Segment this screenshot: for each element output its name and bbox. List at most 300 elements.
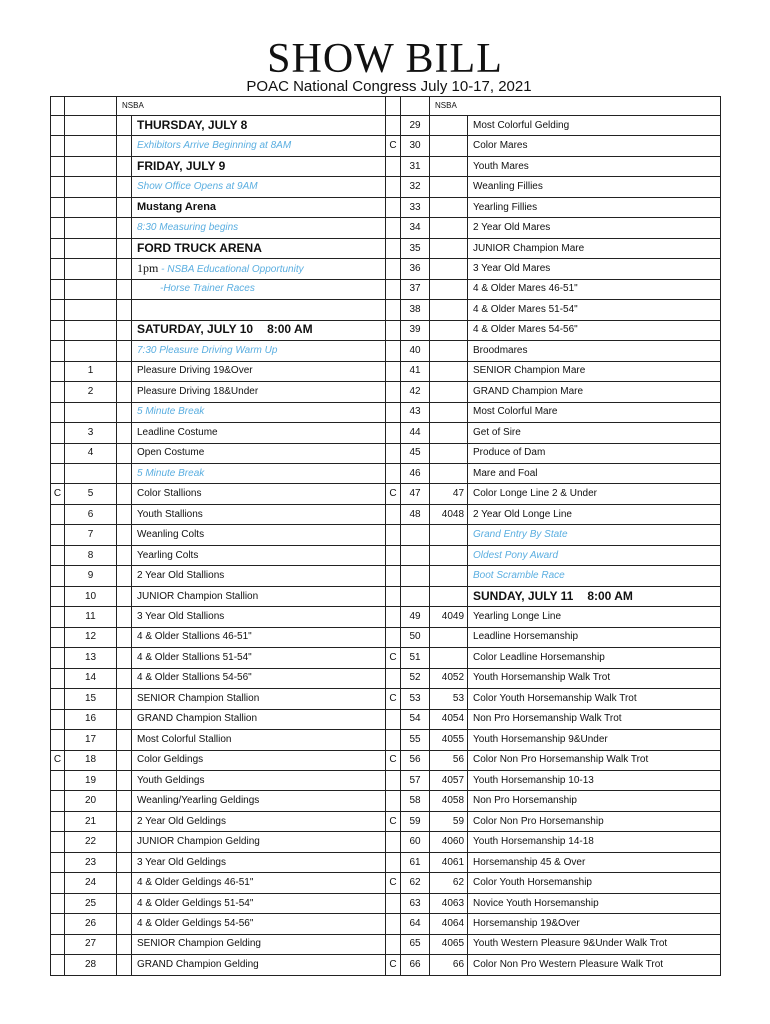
right-class-name-cell — [468, 177, 721, 197]
left-class-number-cell — [65, 402, 117, 422]
class-name: 4 & Older Geldings 54-56" — [137, 918, 254, 930]
left-color-cell — [51, 914, 65, 934]
left-nsba-cell — [117, 136, 132, 156]
left-class-name-cell — [132, 668, 386, 688]
class-name: Color Non Pro Horsemanship Walk Trot — [473, 754, 649, 766]
class-name: JUNIOR Champion Stallion — [137, 590, 259, 602]
left-class-name-cell — [132, 484, 386, 504]
left-class-name-cell — [132, 177, 386, 197]
left-class-number-cell — [65, 238, 117, 258]
left-color-cell — [51, 463, 65, 483]
right-nsba-cell — [430, 545, 468, 565]
right-class-name-cell — [468, 116, 721, 136]
right-class-number-cell: 64 — [401, 914, 430, 934]
right-class-name-cell — [468, 341, 721, 361]
table-row — [51, 914, 721, 934]
right-class-number-cell: 53 — [401, 689, 430, 709]
right-nsba-cell — [430, 136, 468, 156]
left-color-cell — [51, 197, 65, 217]
left-nsba-cell — [117, 771, 132, 791]
left-class-number-cell — [65, 341, 117, 361]
start-time: 8:00 AM — [587, 588, 633, 603]
table-row — [51, 423, 721, 443]
left-class-number-cell: 3 — [65, 423, 117, 443]
left-color-cell — [51, 709, 65, 729]
left-class-number-cell: 21 — [65, 811, 117, 831]
right-class-number-cell: 30 — [401, 136, 430, 156]
class-name: Most Colorful Mare — [473, 406, 558, 418]
right-nsba-cell: 4063 — [430, 893, 468, 913]
left-class-number-cell — [65, 136, 117, 156]
class-name: Color Mares — [473, 140, 528, 152]
class-name: Weanling Colts — [137, 529, 205, 541]
left-color-cell — [51, 320, 65, 340]
table-row — [51, 689, 721, 709]
left-class-name-cell — [132, 300, 386, 320]
left-color-cell — [51, 627, 65, 647]
right-class-number-cell: 65 — [401, 934, 430, 954]
class-name: Color Youth Horsemanship — [473, 877, 592, 889]
left-class-name-cell — [132, 504, 386, 524]
table-row — [51, 791, 721, 811]
table-row — [51, 341, 721, 361]
left-class-name-cell — [132, 463, 386, 483]
class-name: Color Stallions — [137, 488, 202, 500]
left-class-name-cell — [132, 750, 386, 770]
table-row — [51, 648, 721, 668]
left-nsba-cell — [117, 463, 132, 483]
left-color-cell — [51, 955, 65, 975]
class-name: Oldest Pony Award — [473, 549, 559, 561]
right-class-name-cell — [468, 648, 721, 668]
right-class-name-cell — [468, 443, 721, 463]
right-class-name-cell — [468, 955, 721, 975]
right-nsba-cell: 4054 — [430, 709, 468, 729]
right-color-cell: C — [386, 955, 401, 975]
class-name: Leadline Costume — [137, 426, 218, 438]
left-nsba-cell — [117, 525, 132, 545]
show-bill-body — [51, 97, 721, 976]
class-name: Most Colorful Gelding — [473, 119, 570, 131]
left-class-number-cell: 9 — [65, 566, 117, 586]
right-class-number-cell: 40 — [401, 341, 430, 361]
right-class-name-cell — [468, 525, 721, 545]
table-row — [51, 709, 721, 729]
right-class-name-cell — [468, 402, 721, 422]
left-class-name-cell — [132, 136, 386, 156]
right-color-cell — [386, 116, 401, 136]
table-row — [51, 811, 721, 831]
class-name: Exhibitors Arrive Beginning at 8AM — [137, 140, 292, 152]
right-class-name-cell — [468, 218, 721, 238]
right-color-cell — [386, 443, 401, 463]
left-class-name-cell — [132, 811, 386, 831]
left-class-name-cell — [132, 341, 386, 361]
right-color-cell — [386, 463, 401, 483]
time-label: 1pm — [137, 261, 159, 276]
right-nsba-cell — [430, 156, 468, 176]
right-color-cell — [386, 177, 401, 197]
table-row — [51, 873, 721, 893]
class-name: Weanling Fillies — [473, 181, 543, 193]
right-color-cell: C — [386, 689, 401, 709]
left-class-number-cell — [65, 156, 117, 176]
table-row — [51, 668, 721, 688]
right-color-cell — [386, 361, 401, 381]
right-class-number-cell: 31 — [401, 156, 430, 176]
left-class-number-cell: 2 — [65, 382, 117, 402]
right-class-number-cell — [401, 545, 430, 565]
left-color-cell — [51, 607, 65, 627]
class-name: Yearling Fillies — [473, 201, 538, 213]
right-class-name-cell — [468, 811, 721, 831]
class-name: Produce of Dam — [473, 447, 546, 459]
right-nsba-cell: 56 — [430, 750, 468, 770]
table-header-row — [51, 97, 721, 116]
left-nsba-cell — [117, 730, 132, 750]
left-color-cell — [51, 852, 65, 872]
left-class-number-cell: 16 — [65, 709, 117, 729]
right-class-number-cell: 33 — [401, 197, 430, 217]
left-color-cell — [51, 545, 65, 565]
event-note: - NSBA Educational Opportunity — [158, 264, 304, 276]
left-class-number-cell: 23 — [65, 852, 117, 872]
left-class-name-cell — [132, 832, 386, 852]
left-color-cell — [51, 504, 65, 524]
table-row — [51, 771, 721, 791]
class-name: Youth Western Pleasure 9&Under Walk Trot — [473, 938, 668, 950]
left-color-cell — [51, 771, 65, 791]
left-class-number-cell: 14 — [65, 668, 117, 688]
left-class-number-cell: 4 — [65, 443, 117, 463]
right-color-cell — [386, 668, 401, 688]
right-class-name-cell — [468, 545, 721, 565]
left-color-cell — [51, 361, 65, 381]
right-color-cell — [386, 279, 401, 299]
table-row — [51, 279, 721, 299]
class-name: 2 Year Old Longe Line — [473, 508, 572, 520]
class-name: Get of Sire — [473, 426, 521, 438]
right-nsba-cell — [430, 566, 468, 586]
right-nsba-cell — [430, 116, 468, 136]
left-color-cell — [51, 586, 65, 606]
right-class-number-cell: 49 — [401, 607, 430, 627]
left-color-cell — [51, 116, 65, 136]
right-nsba-cell: 4055 — [430, 730, 468, 750]
class-name: 3 Year Old Mares — [473, 263, 551, 275]
table-row — [51, 893, 721, 913]
right-nsba-cell — [430, 586, 468, 606]
left-color-cell — [51, 873, 65, 893]
left-nsba-cell — [117, 566, 132, 586]
left-class-name-cell — [132, 279, 386, 299]
right-nsba-cell: 4048 — [430, 504, 468, 524]
left-class-number-cell: 17 — [65, 730, 117, 750]
left-color-cell — [51, 156, 65, 176]
left-class-number-cell: 1 — [65, 361, 117, 381]
left-nsba-cell — [117, 852, 132, 872]
left-class-number-cell: 10 — [65, 586, 117, 606]
class-name: Youth Mares — [473, 160, 529, 172]
class-name: Leadline Horsemanship — [473, 631, 579, 643]
left-nsba-cell — [117, 177, 132, 197]
left-class-number-cell — [65, 463, 117, 483]
class-name: Non Pro Horsemanship — [473, 795, 577, 807]
left-class-name-cell — [132, 709, 386, 729]
class-name: 4 & Older Geldings 51-54" — [137, 897, 254, 909]
class-name: THURSDAY, JULY 8 — [137, 117, 248, 132]
right-class-number-cell — [401, 566, 430, 586]
left-nsba-cell — [117, 607, 132, 627]
class-name: Color Non Pro Western Pleasure Walk Trot — [473, 958, 664, 970]
table-row — [51, 852, 721, 872]
left-nsba-cell — [117, 423, 132, 443]
right-class-number-cell: 29 — [401, 116, 430, 136]
left-class-name-cell — [132, 607, 386, 627]
right-class-name-cell — [468, 771, 721, 791]
table-row — [51, 361, 721, 381]
right-class-number-cell: 37 — [401, 279, 430, 299]
right-class-number-cell — [401, 586, 430, 606]
left-nsba-cell — [117, 955, 132, 975]
left-nsba-cell — [117, 750, 132, 770]
right-class-number-cell: 51 — [401, 648, 430, 668]
left-nsba-cell — [117, 341, 132, 361]
right-class-number-cell: 43 — [401, 402, 430, 422]
class-name: Color Geldings — [137, 754, 204, 766]
table-row — [51, 197, 721, 217]
header-cell — [386, 97, 401, 116]
right-nsba-cell — [430, 341, 468, 361]
left-class-number-cell: 19 — [65, 771, 117, 791]
left-color-cell — [51, 382, 65, 402]
table-row — [51, 382, 721, 402]
class-name: 4 & Older Stallions 54-56" — [137, 672, 252, 684]
left-nsba-cell — [117, 934, 132, 954]
class-name: JUNIOR Champion Mare — [473, 242, 585, 254]
left-color-cell — [51, 730, 65, 750]
right-class-name-cell — [468, 259, 721, 279]
left-color-cell — [51, 934, 65, 954]
right-class-number-cell: 35 — [401, 238, 430, 258]
right-class-name-cell — [468, 791, 721, 811]
right-color-cell — [386, 893, 401, 913]
class-name: JUNIOR Champion Gelding — [137, 836, 260, 848]
right-class-name-cell — [468, 893, 721, 913]
table-row — [51, 545, 721, 565]
left-class-name-cell — [132, 525, 386, 545]
right-color-cell: C — [386, 811, 401, 831]
table-row — [51, 443, 721, 463]
right-color-cell — [386, 709, 401, 729]
right-color-cell: C — [386, 136, 401, 156]
right-class-name-cell — [468, 300, 721, 320]
right-nsba-cell: 66 — [430, 955, 468, 975]
left-color-cell — [51, 811, 65, 831]
right-class-number-cell: 61 — [401, 852, 430, 872]
left-color-cell — [51, 893, 65, 913]
class-name: Youth Horsemanship 14-18 — [473, 836, 594, 848]
right-nsba-cell: 47 — [430, 484, 468, 504]
class-name: 3 Year Old Geldings — [137, 856, 226, 868]
start-time: 8:00 AM — [267, 322, 313, 337]
left-nsba-cell — [117, 218, 132, 238]
class-name: 2 Year Old Mares — [473, 222, 551, 234]
left-class-name-cell — [132, 382, 386, 402]
left-color-cell — [51, 443, 65, 463]
left-nsba-cell — [117, 832, 132, 852]
left-class-name-cell — [132, 218, 386, 238]
left-class-number-cell: 12 — [65, 627, 117, 647]
left-class-number-cell: 7 — [65, 525, 117, 545]
class-name: Color Non Pro Horsemanship — [473, 815, 604, 827]
left-class-name-cell — [132, 259, 386, 279]
left-class-name-cell — [132, 730, 386, 750]
class-name: SATURDAY, JULY 10 — [137, 322, 254, 337]
left-class-number-cell: 26 — [65, 914, 117, 934]
left-nsba-cell — [117, 791, 132, 811]
right-class-number-cell: 59 — [401, 811, 430, 831]
left-class-number-cell — [65, 197, 117, 217]
right-class-number-cell: 41 — [401, 361, 430, 381]
class-name: GRAND Champion Mare — [473, 385, 584, 397]
table-row — [51, 116, 721, 136]
left-nsba-header: NSBA — [117, 97, 386, 116]
right-color-cell — [386, 914, 401, 934]
right-color-cell — [386, 320, 401, 340]
table-row — [51, 136, 721, 156]
class-name: 4 & Older Geldings 46-51" — [137, 877, 254, 889]
class-name: Mustang Arena — [137, 201, 217, 214]
right-class-name-cell — [468, 668, 721, 688]
class-name: Color Leadline Horsemanship — [473, 651, 605, 663]
right-color-cell — [386, 156, 401, 176]
class-name: 4 & Older Mares 51-54" — [473, 303, 578, 315]
left-color-cell — [51, 218, 65, 238]
class-name: SENIOR Champion Gelding — [137, 938, 261, 950]
right-nsba-cell — [430, 361, 468, 381]
right-class-number-cell: 57 — [401, 771, 430, 791]
right-class-name-cell — [468, 873, 721, 893]
right-class-number-cell: 38 — [401, 300, 430, 320]
left-nsba-cell — [117, 484, 132, 504]
right-nsba-cell: 4049 — [430, 607, 468, 627]
table-row — [51, 607, 721, 627]
left-class-number-cell: 22 — [65, 832, 117, 852]
left-class-number-cell: 27 — [65, 934, 117, 954]
left-color-cell — [51, 177, 65, 197]
left-color-cell — [51, 423, 65, 443]
class-name: GRAND Champion Gelding — [137, 958, 259, 970]
class-name: Youth Stallions — [137, 508, 203, 520]
left-class-name-cell — [132, 771, 386, 791]
left-nsba-cell — [117, 259, 132, 279]
right-class-name-cell — [468, 852, 721, 872]
right-color-cell — [386, 197, 401, 217]
left-nsba-cell — [117, 320, 132, 340]
table-row — [51, 300, 721, 320]
class-name: -Horse Trainer Races — [160, 283, 255, 295]
left-class-number-cell: 20 — [65, 791, 117, 811]
table-row — [51, 504, 721, 524]
right-color-cell — [386, 852, 401, 872]
left-color-cell — [51, 689, 65, 709]
class-name: Yearling Longe Line — [473, 610, 562, 622]
left-nsba-cell — [117, 443, 132, 463]
left-class-name-cell — [132, 893, 386, 913]
left-nsba-cell — [117, 627, 132, 647]
right-class-name-cell — [468, 238, 721, 258]
class-name: Open Costume — [137, 447, 205, 459]
right-class-name-cell — [468, 423, 721, 443]
class-name: 4 & Older Stallions 51-54" — [137, 651, 252, 663]
class-name: Show Office Opens at 9AM — [137, 181, 258, 193]
right-nsba-cell — [430, 300, 468, 320]
class-name: 8:30 Measuring begins — [137, 222, 239, 234]
right-class-number-cell: 50 — [401, 627, 430, 647]
right-nsba-cell — [430, 423, 468, 443]
right-class-name-cell — [468, 566, 721, 586]
right-nsba-cell: 4065 — [430, 934, 468, 954]
table-row — [51, 730, 721, 750]
right-color-cell — [386, 832, 401, 852]
class-name: Mare and Foal — [473, 467, 538, 479]
class-name: SENIOR Champion Stallion — [137, 692, 260, 704]
left-color-cell — [51, 668, 65, 688]
class-name: Horsemanship 19&Over — [473, 918, 580, 930]
right-color-cell — [386, 566, 401, 586]
right-class-number-cell: 54 — [401, 709, 430, 729]
right-class-name-cell — [468, 689, 721, 709]
right-class-number-cell: 34 — [401, 218, 430, 238]
left-color-cell — [51, 791, 65, 811]
table-row — [51, 177, 721, 197]
left-class-name-cell — [132, 156, 386, 176]
left-nsba-cell — [117, 402, 132, 422]
right-class-name-cell — [468, 361, 721, 381]
right-class-number-cell: 48 — [401, 504, 430, 524]
right-color-cell — [386, 607, 401, 627]
class-name: FORD TRUCK ARENA — [137, 240, 262, 255]
right-class-number-cell: 45 — [401, 443, 430, 463]
left-color-cell — [51, 648, 65, 668]
right-class-number-cell: 56 — [401, 750, 430, 770]
class-name: Color Youth Horsemanship Walk Trot — [473, 692, 637, 704]
left-color-cell — [51, 832, 65, 852]
header-cell — [51, 97, 65, 116]
right-class-number-cell — [401, 525, 430, 545]
class-name: Youth Geldings — [137, 774, 205, 786]
table-row — [51, 402, 721, 422]
right-nsba-cell: 4052 — [430, 668, 468, 688]
class-name: Weanling/Yearling Geldings — [137, 795, 260, 807]
left-nsba-cell — [117, 689, 132, 709]
left-class-name-cell — [132, 197, 386, 217]
header-cell — [401, 97, 430, 116]
right-nsba-cell — [430, 279, 468, 299]
right-class-name-cell — [468, 934, 721, 954]
right-class-name-cell — [468, 136, 721, 156]
left-nsba-cell — [117, 811, 132, 831]
class-name: Novice Youth Horsemanship — [473, 897, 599, 909]
right-class-number-cell: 47 — [401, 484, 430, 504]
right-nsba-cell — [430, 443, 468, 463]
left-color-cell — [51, 402, 65, 422]
class-name: SENIOR Champion Mare — [473, 365, 586, 377]
left-nsba-cell — [117, 586, 132, 606]
right-class-name-cell — [468, 586, 721, 606]
left-class-name-cell — [132, 361, 386, 381]
